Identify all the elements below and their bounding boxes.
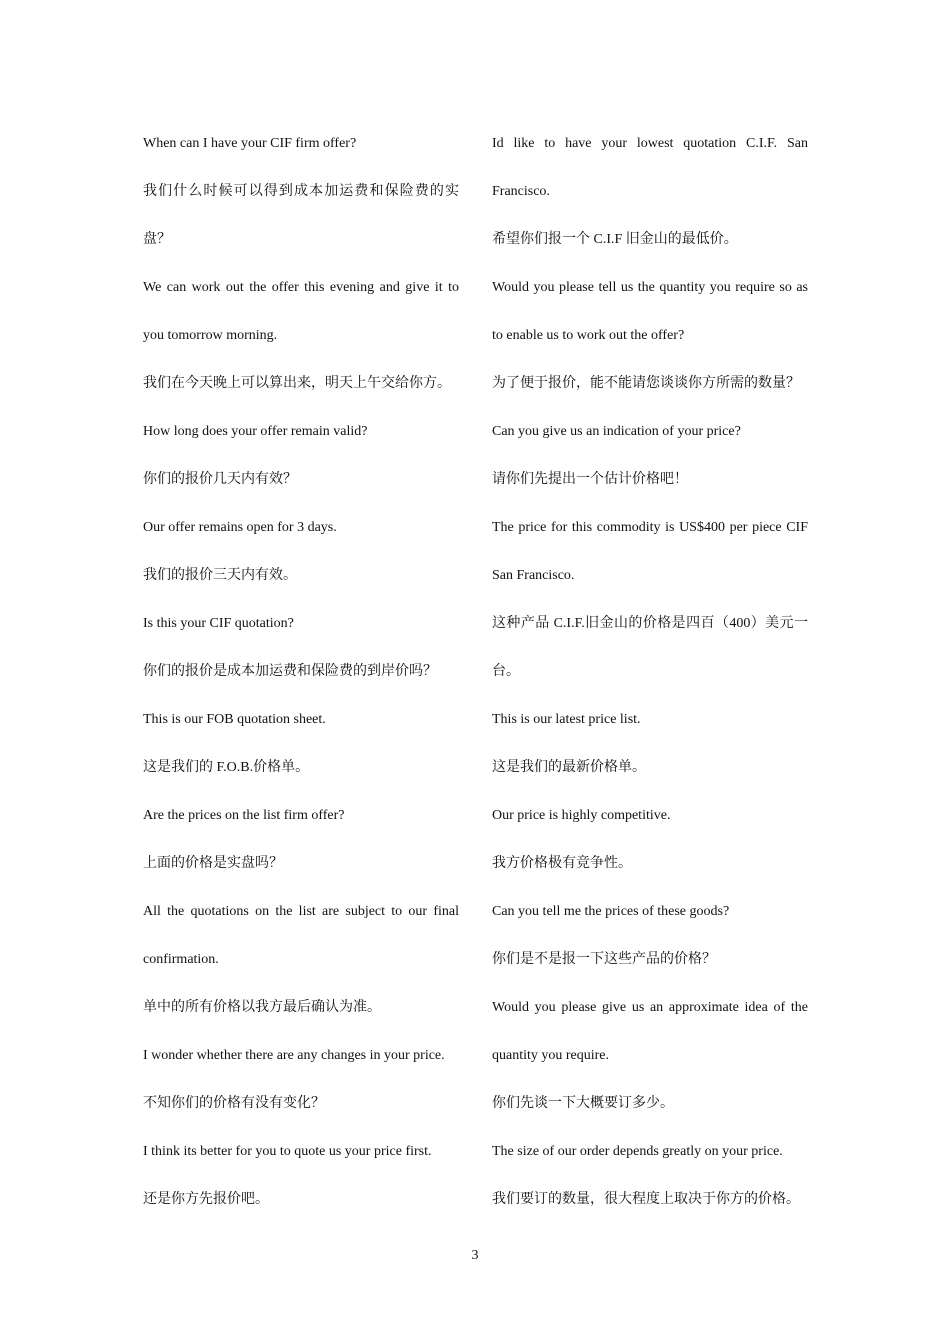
text-line: San Francisco. (492, 568, 575, 583)
text-line: 还是你方先报价吧。 (143, 1192, 269, 1207)
text-line: 我们的报价三天内有效。 (143, 568, 297, 583)
text-line: 我们要订的数量，很大程度上取决于你方的价格。 (492, 1192, 800, 1207)
text-line: All the quotations on the list are subject to our final (143, 904, 459, 919)
text-line: Are the prices on the list firm offer? (143, 808, 345, 823)
text-line: 我方价格极有竞争性。 (492, 856, 632, 871)
text-line: quantity you require. (492, 1048, 610, 1063)
text-line: 你们的报价是成本加运费和保险费的到岸价吗？ (143, 664, 437, 679)
text-line: This is our FOB quotation sheet. (143, 712, 326, 727)
text-line: Our price is highly competitive. (492, 808, 671, 823)
text-line: 这种产品 C.I.F.旧金山的价格是四百（400）美元一 (492, 616, 808, 631)
text-line: Would you please give us an approximate idea of the (492, 1000, 808, 1015)
text-line: 盘？ (143, 232, 171, 247)
text-line: How long does your offer remain valid? (143, 424, 368, 439)
text-line: The size of our order depends greatly on your price. (492, 1144, 783, 1159)
text-line: to enable us to work out the offer? (492, 328, 685, 343)
text-line: 你们是不是报一下这些产品的价格？ (492, 952, 716, 967)
text-line: 为了便于报价，能不能请您谈谈你方所需的数量？ (492, 376, 800, 391)
text-line: 你们的报价几天内有效？ (143, 472, 297, 487)
text-line: 这是我们的 F.O.B.价格单。 (143, 760, 310, 775)
text-line: Can you tell me the prices of these goods? (492, 904, 730, 919)
text-line: Francisco. (492, 184, 550, 199)
text-line: 你们先谈一下大概要订多少。 (492, 1096, 674, 1111)
text-line: We can work out the offer this evening and give it to (143, 280, 459, 295)
text-line: The price for this commodity is US$400 per piece CIF (492, 520, 808, 535)
text-line: This is our latest price list. (492, 712, 641, 727)
text-line: Id like to have your lowest quotation C.I.F. San (492, 136, 808, 151)
page-number: 3 (471, 1248, 479, 1263)
text-line: 希望你们报一个 C.I.F 旧金山的最低价。 (492, 232, 738, 247)
left-column (143, 120, 459, 1224)
text-line: 台。 (492, 664, 520, 679)
text-line: When can I have your CIF firm offer? (143, 136, 357, 151)
text-line: 上面的价格是实盘吗？ (143, 856, 283, 871)
text-line: Is this your CIF quotation? (143, 616, 294, 631)
text-line: Our offer remains open for 3 days. (143, 520, 337, 535)
right-column (492, 120, 808, 1224)
text-line: 这是我们的最新价格单。 (492, 760, 646, 775)
text-line: Can you give us an indication of your price? (492, 424, 741, 439)
text-line: I wonder whether there are any changes in your price. (143, 1048, 445, 1063)
text-line: 我们什么时候可以得到成本加运费和保险费的实 (143, 184, 459, 199)
text-line: 单中的所有价格以我方最后确认为准。 (143, 1000, 381, 1015)
text-line: Would you please tell us the quantity you require so as (492, 280, 808, 295)
text-line: you tomorrow morning. (143, 328, 278, 343)
text-line: 不知你们的价格有没有变化？ (143, 1096, 325, 1111)
text-line: 我们在今天晚上可以算出来，明天上午交给你方。 (143, 376, 451, 391)
text-line: I think its better for you to quote us your price first. (143, 1144, 432, 1159)
text-line: confirmation. (143, 952, 219, 967)
text-line: 请你们先提出一个估计价格吧！ (492, 472, 688, 487)
